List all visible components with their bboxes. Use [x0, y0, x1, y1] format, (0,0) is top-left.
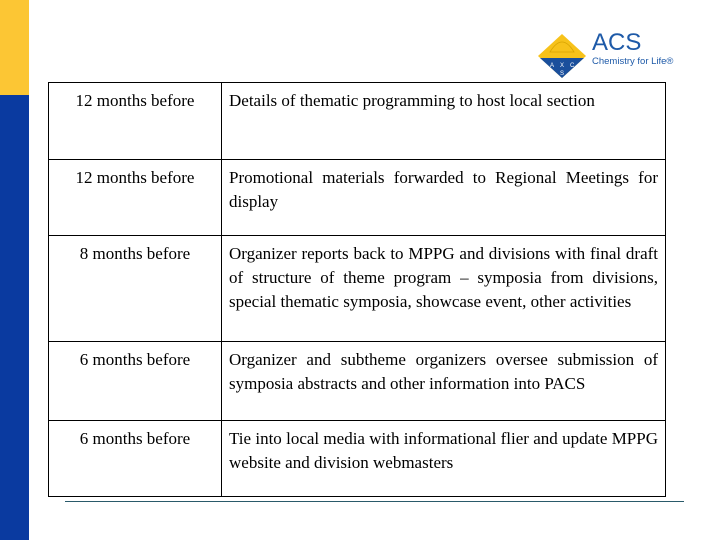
timing-cell: 6 months before [49, 342, 222, 421]
task-cell: Organizer reports back to MPPG and divisions with final draft of structure of theme program – symposia from divisions, special thematic symposia, showcase event, other activities [222, 236, 666, 342]
table-row [49, 83, 666, 160]
task-cell: Tie into local media with informational flier and update MPPG website and division webmasters [222, 421, 666, 497]
acs-logo [536, 30, 686, 80]
logo-name: ACS [592, 29, 642, 56]
timing-cell: 6 months before [49, 421, 222, 497]
accent-bar-yellow [0, 0, 29, 95]
table-row [49, 236, 666, 342]
svg-text:C: C [570, 63, 575, 69]
table-row [49, 342, 666, 421]
task-cell: Details of thematic programming to host local section [222, 83, 666, 160]
task-cell: Promotional materials forwarded to Regional Meetings for display [222, 160, 666, 236]
task-cell: Organizer and subtheme organizers oversee submission of symposia abstracts and other information into PACS [222, 342, 666, 421]
timing-cell: 12 months before [49, 83, 222, 160]
footer-divider [65, 501, 684, 502]
acs-emblem-icon [536, 30, 588, 80]
svg-text:X: X [560, 63, 565, 69]
accent-bar-blue [0, 95, 29, 540]
timeline-table [48, 82, 666, 497]
table-row [49, 160, 666, 236]
table-row [49, 421, 666, 497]
timing-cell: 8 months before [49, 236, 222, 342]
logo-tagline: Chemistry for Life® [592, 56, 674, 67]
svg-text:A: A [550, 63, 555, 69]
timing-cell: 12 months before [49, 160, 222, 236]
svg-text:S: S [560, 71, 565, 77]
